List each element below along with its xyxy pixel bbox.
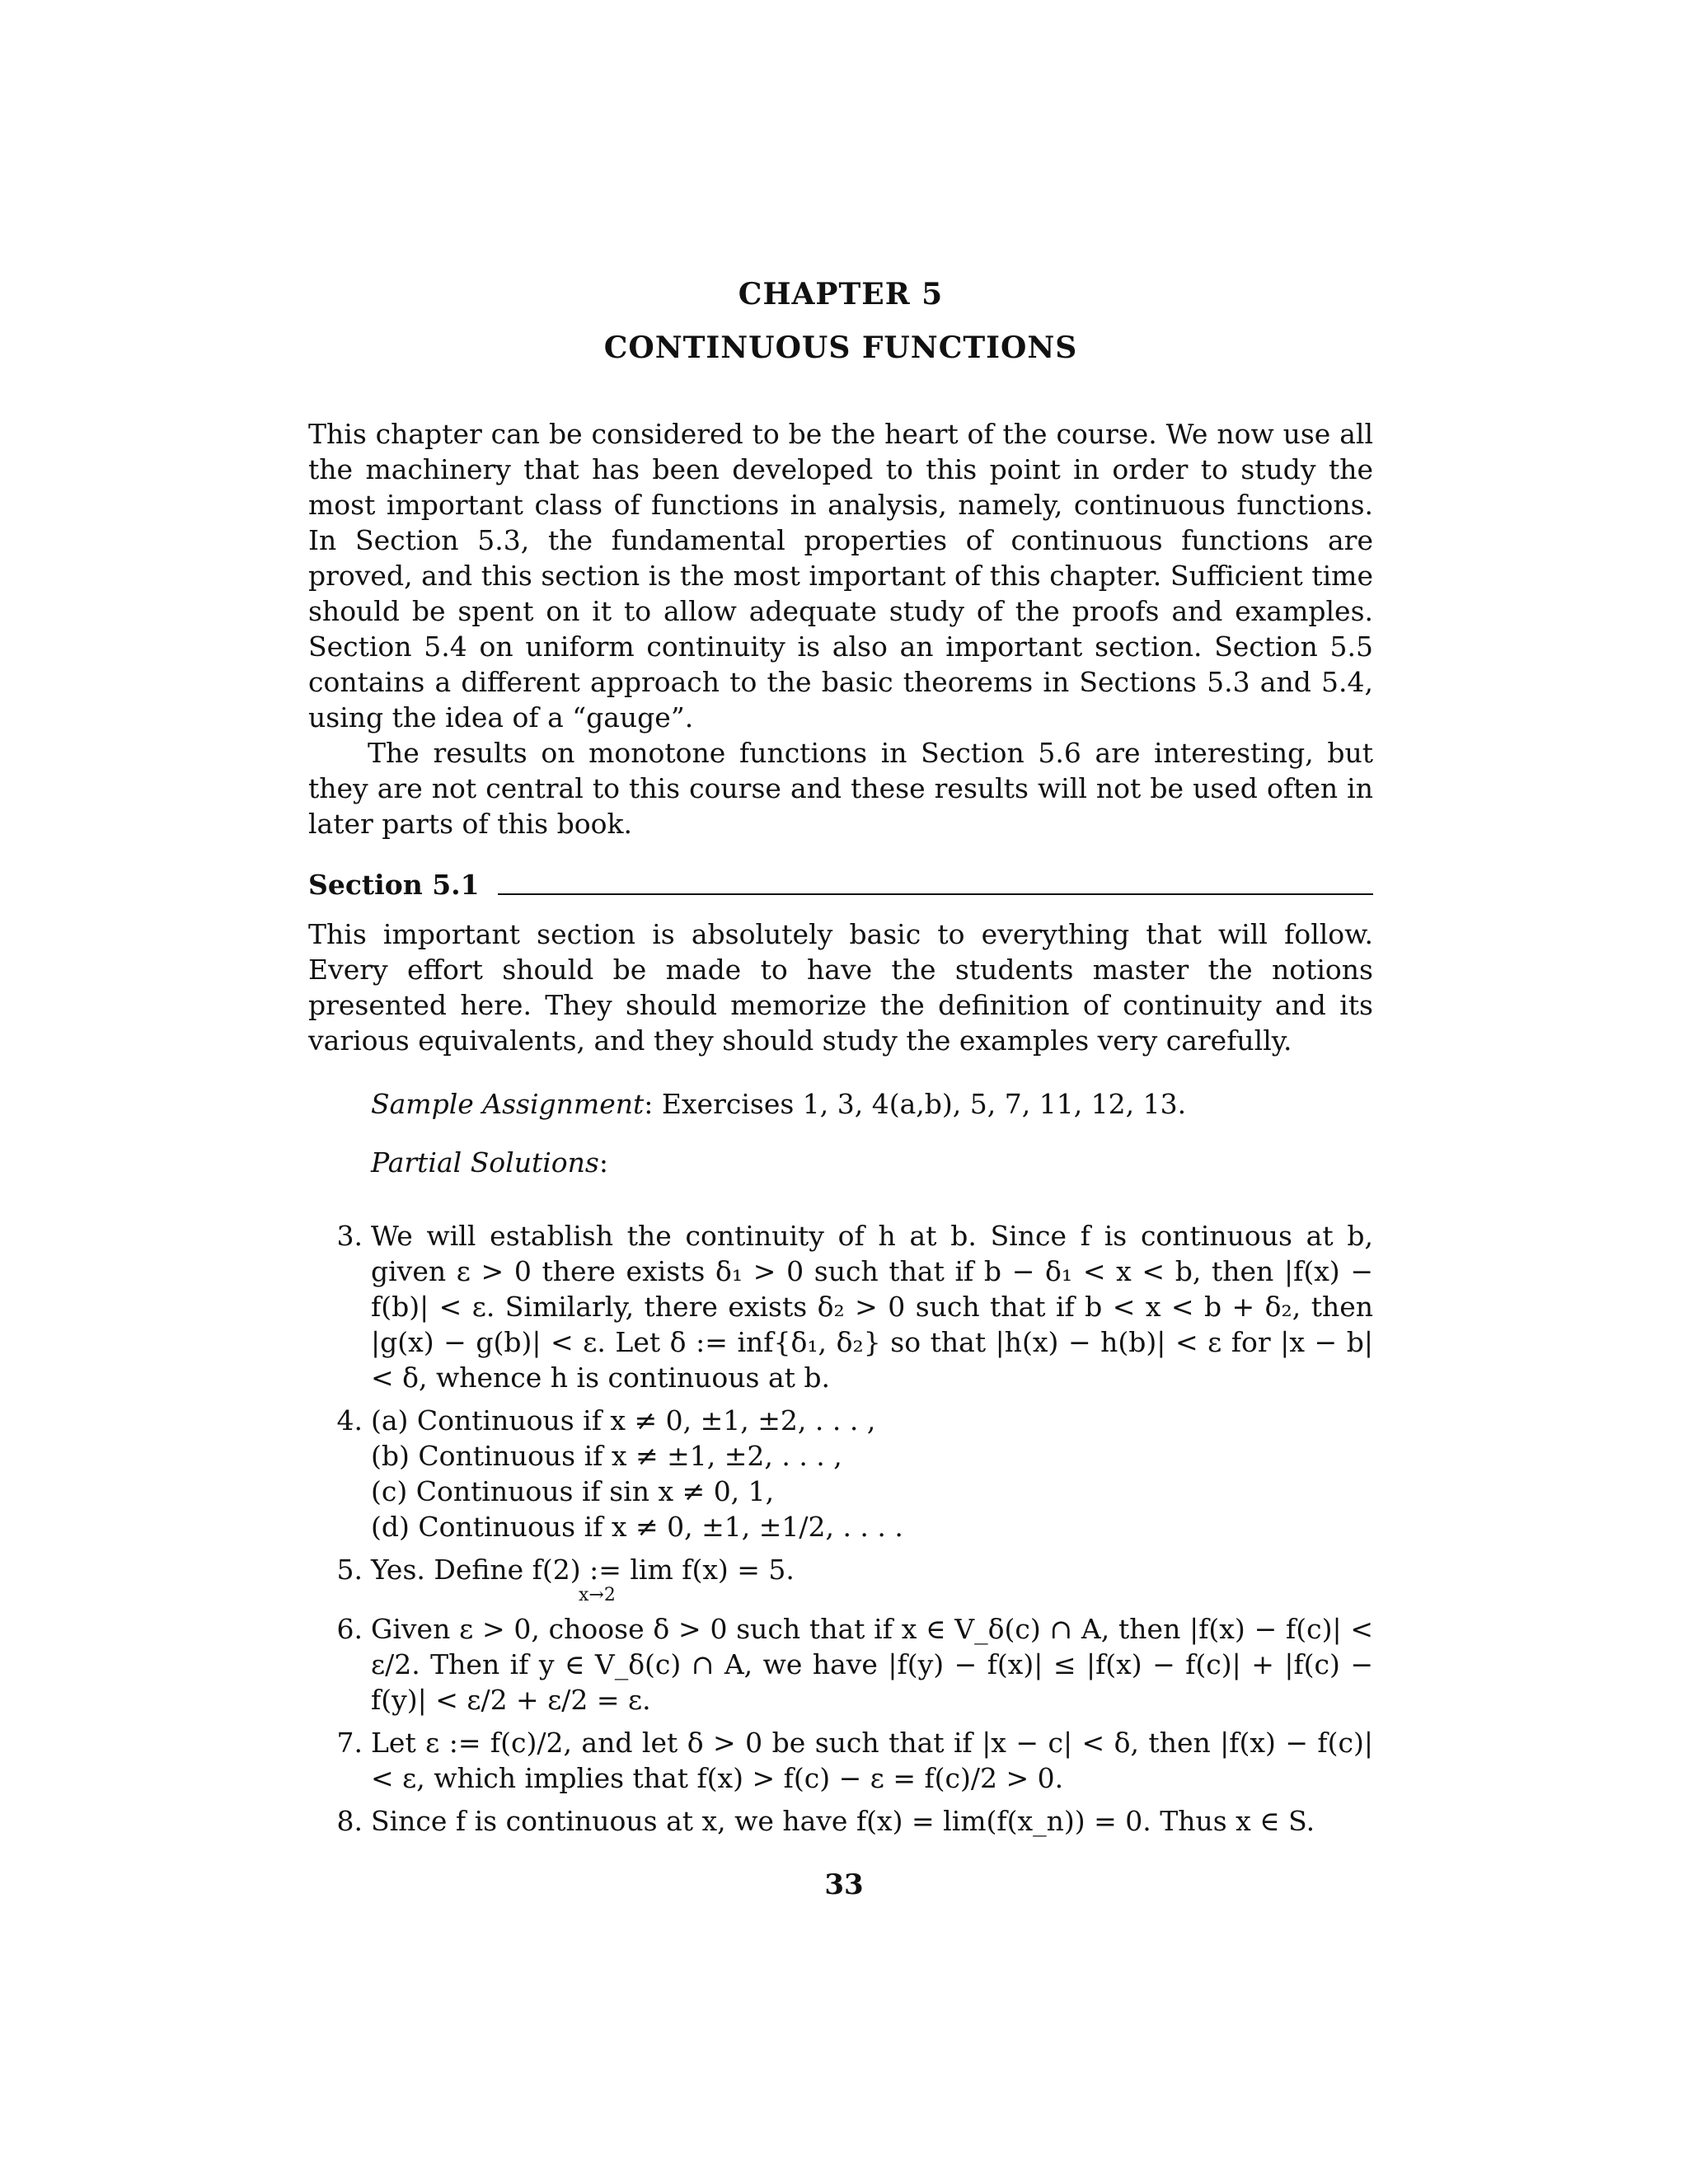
section-heading [308,867,1373,903]
solution-number: 5. [336,1554,363,1586]
partial-solutions-heading [371,1145,1373,1180]
solution-number: 8. [336,1805,363,1837]
sample-assignment [371,1086,1373,1122]
partial-solutions-colon: : [598,1146,608,1179]
section-paragraph: This important section is absolutely basic to everything that will follow. Every effort should be made to have the students master the notions presented here. They should memorize the definition of continuity and its various equivalents, and they should study the examples very carefully. [308,918,1373,1057]
intro-paragraph-2: The results on monotone functions in Section 5.6 are interesting, but they are not central to this course and these results will not be used often in later parts of this book. [308,737,1373,840]
chapter-label: CHAPTER 5 [738,277,944,312]
partial-solutions-label: Partial Solutions [371,1146,599,1179]
intro-paragraph-1: This chapter can be considered to be the heart of the course. We now use all the machinery that has been developed to this point in order to study the most important class of functions in analysis, namely, continuous functions. In Section 5.3, the fundamental properties of continuous functions are proved, and this section is the most important of this chapter. Sufficient time should be spent on it to allow adequate study of the proofs and examples. Section 5.4 on uniform continuity is also an important section. Section 5.5 contains a different approach to the basic theorems in Sections 5.3 and 5.4, using the idea of a “gauge”. [308,418,1373,733]
chapter-title: CONTINUOUS FUNCTIONS [603,330,1078,365]
solution-number: 4. [336,1404,363,1436]
solution-text [371,1403,1373,1544]
solution-item [308,1611,1373,1718]
solution-text: Let ε := f(c)/2, and let δ > 0 be such that if |x − c| < δ, then |f(x) − f(c)| < ε, which implies that f(x) > f(c) − ε = f(c)/2 > 0. [371,1727,1373,1794]
solution-line-a: (a) Continuous if x ≠ 0, ±1, ±2, . . . , [371,1404,876,1436]
solution-item [308,1218,1373,1395]
limit-subscript: x→2 [579,1585,616,1605]
solution-line-b: (b) Continuous if x ≠ ±1, ±2, . . . , [371,1440,842,1472]
page-number: 33 [824,1868,864,1901]
solution-number: 3. [336,1220,363,1252]
solution-text: Since f is continuous at x, we have f(x) = lim(f(x_n)) = 0. Thus x ∈ S. [371,1805,1315,1837]
solution-text [371,1552,1373,1604]
intro-text [308,416,1373,841]
solution-line-c: (c) Continuous if sin x ≠ 0, 1, [371,1475,775,1507]
solution-item [308,1725,1373,1796]
sample-assignment-label: Sample Assignment [371,1088,645,1120]
section-title: Section 5.1 [308,869,480,901]
solution-text: Given ε > 0, choose δ > 0 such that if x ∈ V_δ(c) ∩ A, then |f(x) − f(c)| < ε/2. Then if y ∈ V_δ(c) ∩ A, we have |f(y) − f(x)| ≤ |f(x) − f(c)| + |f(c) − f(y)| < ε/2 + ε/2 = ε. [371,1613,1373,1716]
section-body [308,916,1373,1058]
solution-item [308,1803,1373,1839]
solution-number: 7. [336,1727,363,1759]
solution-text: We will establish the continuity of h at b. Since f is continuous at b, given ε > 0 there exists δ₁ > 0 such that if b − δ₁ < x < b, then |f(x) − f(b)| < ε. Similarly, there exists δ₂ > 0 such that if b < x < b + δ₂, then |g(x) − g(b)| < ε. Let δ := inf{δ₁, δ₂} so that |h(x) − h(b)| < ε for |x − b| < δ, whence h is continuous at b. [371,1220,1373,1394]
solution-text-main: Yes. Define f(2) := lim f(x) = 5. [371,1554,795,1586]
solution-item [308,1552,1373,1604]
section-rule [498,893,1373,895]
solution-item [308,1403,1373,1544]
solutions-list [308,1218,1373,1846]
sample-assignment-text: : Exercises 1, 3, 4(a,b), 5, 7, 11, 12, 13. [644,1088,1187,1120]
solution-line-d: (d) Continuous if x ≠ 0, ±1, ±1/2, . . . . [371,1511,903,1543]
solution-number: 6. [336,1613,363,1645]
